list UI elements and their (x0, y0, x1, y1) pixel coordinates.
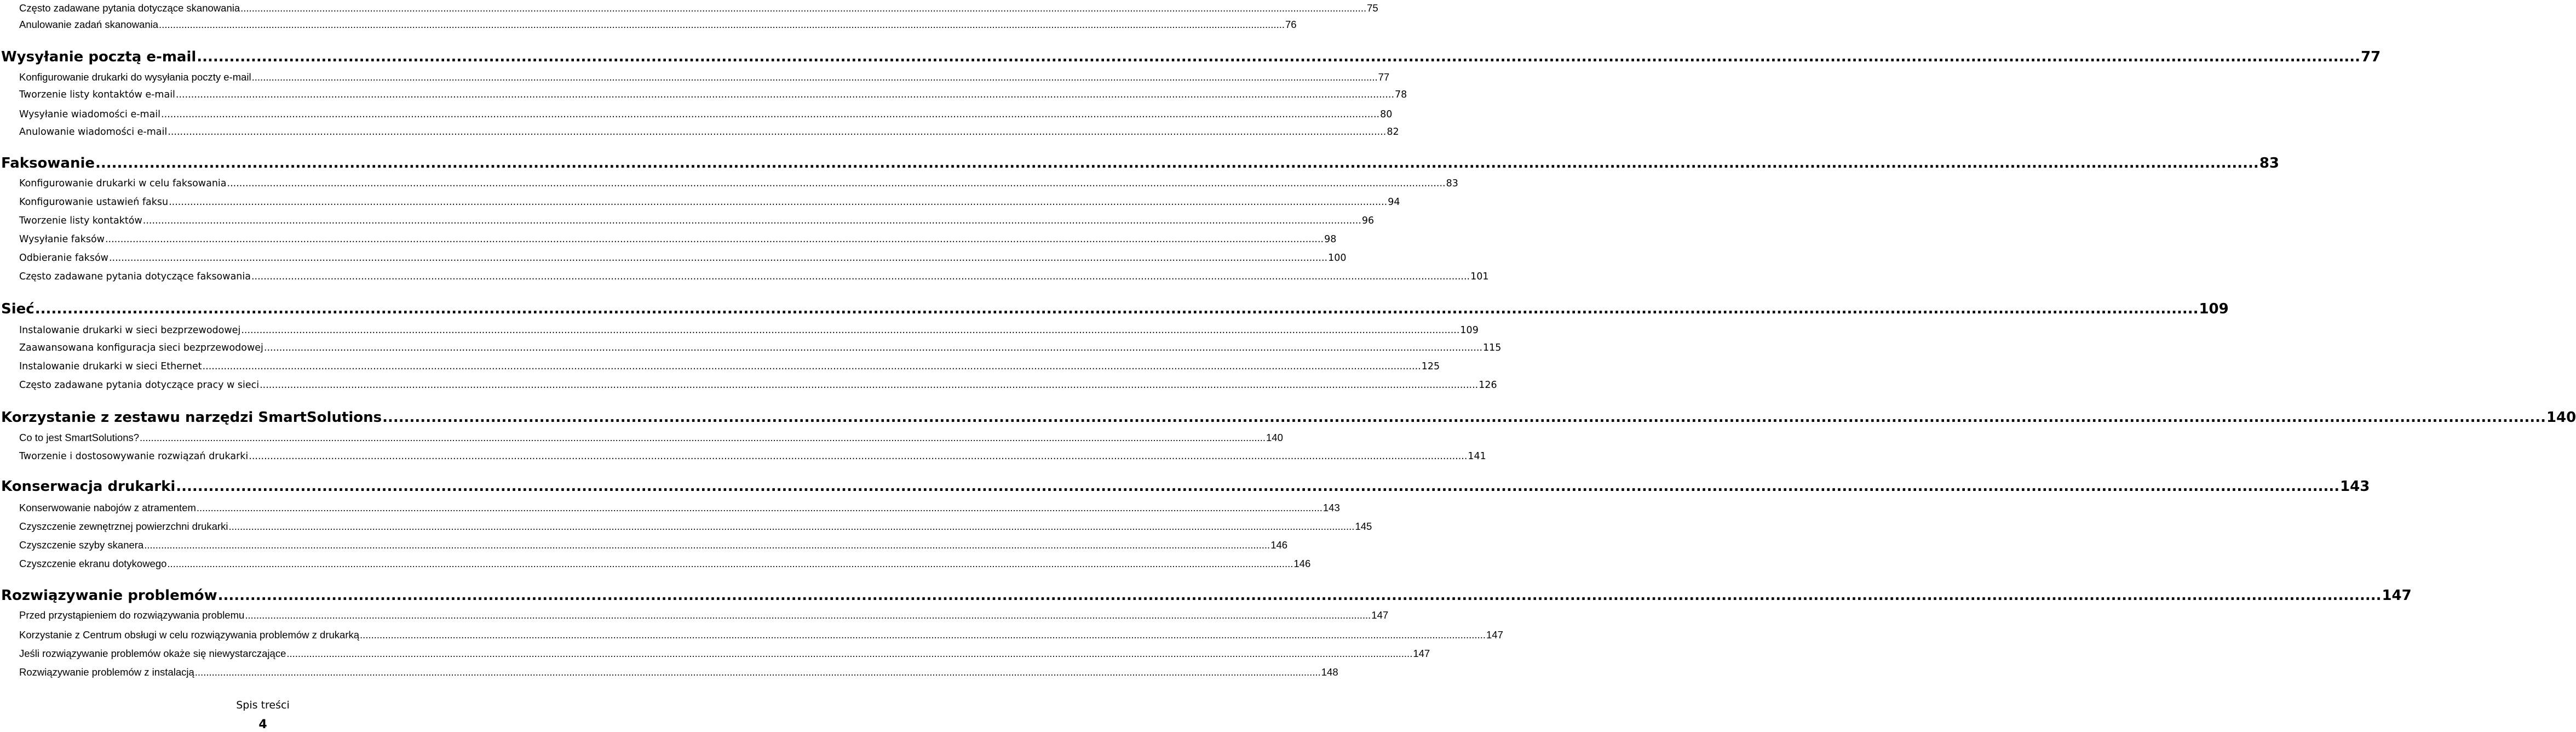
dot-leader: ................................................................................................................................................................................................................................................................................................................................................................................................................ (260, 380, 1479, 391)
dot-leader: ................................................................................................................................................................................................................................................................................................................................................................................................................ (142, 215, 1361, 226)
toc-entry-zaawansowana-konfiguracja-sieci-bezprzewodowej[interactable] (19, 340, 1502, 356)
toc-page-number: 101 (1470, 271, 1489, 282)
toc-title: Rozwiązywanie problemów z instalacją (19, 666, 194, 678)
toc-page-number: 140 (2546, 409, 2576, 426)
toc-chapter-konserwacja-drukarki[interactable] (1, 476, 2370, 497)
toc-title: Konserwacja drukarki (1, 478, 176, 495)
dot-leader: ................................................................................................................................................................................................................................................................................................................................................................................................................ (240, 2, 1367, 14)
toc-page-number: 147 (1486, 629, 1503, 640)
toc-entry-instalowanie-drukarki-w-sieci-ethernet[interactable] (19, 358, 1440, 375)
dot-leader: ................................................................................................................................................................................................................................................................................................................................................................................................................ (167, 558, 1293, 569)
dot-leader: ................................................................................................................................................................................................................................................................................................................................................................................................................ (196, 502, 1323, 513)
toc-page-number: 82 (1387, 127, 1399, 138)
toc-chapter-faksowanie[interactable] (1, 152, 2279, 174)
toc-entry-konserwowanie-nabojow-z-atramentem[interactable] (19, 500, 1340, 516)
toc-title: Jeśli rozwiązywanie problemów okaże się niewystarczające (19, 648, 286, 659)
dot-leader: ................................................................................................................................................................................................................................................................................................................................................................................................................ (168, 127, 1387, 138)
dot-leader: ................................................................................................................................................................................................................................................................................................................................................................................................................ (249, 451, 1468, 462)
dot-leader: ................................................................................................................................................................................................................................................................................................................................................................................................................ (161, 109, 1380, 120)
dot-leader: ................................................................................................................................................................................................................................................................................................................................................................................................................ (382, 409, 2546, 426)
toc-page-number: 141 (1468, 451, 1486, 462)
toc-page-number: 115 (1483, 342, 1502, 353)
dot-leader: ................................................................................................................................................................................................................................................................................................................................................................................................................ (251, 71, 1378, 83)
dot-leader: ................................................................................................................................................................................................................................................................................................................................................................................................................ (197, 49, 2361, 65)
toc-entry-instalowanie-drukarki-w-sieci-bezprzewodowej[interactable] (19, 322, 1479, 339)
toc-entry-czesto-zadawane-pytania-dotyczace-skanowania[interactable] (19, 0, 1378, 16)
toc-page-number: 83 (1446, 178, 1458, 189)
toc-title: Wysyłanie pocztą e-mail (1, 49, 197, 65)
toc-page-number: 140 (1266, 432, 1283, 443)
toc-page-number: 109 (2199, 301, 2229, 317)
toc-title: Konserwowanie nabojów z atramentem (19, 502, 196, 513)
toc-chapter-wysylanie-poczta-e-mail[interactable] (1, 46, 2381, 68)
toc-page-number: 75 (1367, 2, 1378, 14)
toc-title: Zaawansowana konfiguracja sieci bezprzewodowej (19, 342, 263, 353)
dot-leader: ................................................................................................................................................................................................................................................................................................................................................................................................................ (175, 89, 1395, 100)
toc-title: Korzystanie z Centrum obsługi w celu rozwiązywania problemów z drukarką (19, 629, 360, 640)
dot-leader: ................................................................................................................................................................................................................................................................................................................................................................................................................ (194, 666, 1321, 678)
toc-page-number: 147 (1371, 609, 1389, 621)
toc-page-number: 146 (1270, 539, 1288, 551)
toc-entry-rozwiazywanie-problemow-z-instalacja[interactable] (19, 664, 1338, 680)
toc-title: Korzystanie z zestawu narzędzi SmartSolutions (1, 409, 382, 426)
toc-title: Często zadawane pytania dotyczące pracy w sieci (19, 380, 260, 391)
toc-entry-czesto-zadawane-pytania-dotyczace-faksowania[interactable] (19, 268, 1489, 285)
toc-title: Sieć (1, 301, 34, 317)
toc-entry-czyszczenie-ekranu-dotykowego[interactable] (19, 556, 1311, 572)
toc-title: Faksowanie (1, 155, 95, 171)
footer-section-title: Spis treści (236, 699, 290, 711)
toc-title: Konfigurowanie drukarki w celu faksowania (19, 178, 227, 189)
toc-entry-wysylanie-wiadomosci-e-mail[interactable] (19, 106, 1393, 123)
dot-leader: ................................................................................................................................................................................................................................................................................................................................................................................................................ (202, 361, 1421, 372)
toc-title: Anulowanie wiadomości e-mail (19, 127, 168, 138)
toc-page-number: 80 (1380, 109, 1393, 120)
toc-chapter-rozwiazywanie-problemow[interactable] (1, 585, 2412, 607)
toc-title: Co to jest SmartSolutions? (19, 432, 140, 443)
toc-page-number: 143 (2340, 478, 2370, 495)
dot-leader: ................................................................................................................................................................................................................................................................................................................................................................................................................ (105, 234, 1324, 245)
dot-leader: ................................................................................................................................................................................................................................................................................................................................................................................................................ (34, 301, 2199, 317)
toc-entry-tworzenie-listy-kontaktow-e-mail[interactable] (19, 87, 1407, 103)
toc-chapter-korzystanie-z-zestawu-narzedzi-smartsolutions[interactable] (1, 407, 2576, 428)
toc-entry-czyszczenie-szyby-skanera[interactable] (19, 537, 1288, 553)
toc-title: Instalowanie drukarki w sieci Ethernet (19, 361, 202, 372)
toc-title: Odbieranie faksów (19, 253, 108, 264)
dot-leader: ................................................................................................................................................................................................................................................................................................................................................................................................................ (95, 155, 2259, 171)
toc-entry-anulowanie-zadan-skanowania[interactable] (19, 16, 1297, 33)
toc-entry-konfigurowanie-drukarki-do-wysylania-poczty-e-mail[interactable] (19, 69, 1390, 85)
dot-leader: ................................................................................................................................................................................................................................................................................................................................................................................................................ (228, 521, 1355, 532)
toc-entry-tworzenie-i-dostosowywanie-rozwiazan-drukarki[interactable] (19, 448, 1486, 465)
dot-leader: ................................................................................................................................................................................................................................................................................................................................................................................................................ (176, 478, 2340, 495)
toc-page-number: 147 (1413, 648, 1430, 659)
toc-title: Tworzenie listy kontaktów (19, 215, 142, 226)
toc-entry-przed-przystapieniem-do-rozwiazywania-problemu[interactable] (19, 607, 1389, 624)
toc-title: Czyszczenie szyby skanera (19, 539, 144, 551)
toc-title: Rozwiązywanie problemów (1, 587, 217, 604)
toc-entry-czesto-zadawane-pytania-dotyczace-pracy-w-sieci[interactable] (19, 377, 1497, 393)
toc-page-number: 125 (1421, 361, 1440, 372)
toc-chapter-siec[interactable] (1, 298, 2229, 320)
dot-leader: ................................................................................................................................................................................................................................................................................................................................................................................................................ (140, 432, 1266, 443)
dot-leader: ................................................................................................................................................................................................................................................................................................................................................................................................................ (360, 629, 1486, 640)
toc-page-number: 100 (1328, 253, 1347, 264)
toc-title: Konfigurowanie ustawień faksu (19, 197, 169, 208)
toc-title: Często zadawane pytania dotyczące faksowania (19, 271, 251, 282)
toc-page-number: 143 (1323, 502, 1340, 513)
toc-entry-konfigurowanie-drukarki-w-celu-faksowania[interactable] (19, 175, 1458, 192)
toc-title: Tworzenie i dostosowywanie rozwiązań drukarki (19, 451, 249, 462)
dot-leader: ................................................................................................................................................................................................................................................................................................................................................................................................................ (159, 19, 1285, 30)
dot-leader: ................................................................................................................................................................................................................................................................................................................................................................................................................ (108, 253, 1328, 264)
toc-entry-czyszczenie-zewnetrznej-powierzchni-drukarki[interactable] (19, 518, 1372, 535)
toc-title: Czyszczenie ekranu dotykowego (19, 558, 167, 569)
toc-page-number: 109 (1460, 325, 1479, 336)
toc-page-number: 126 (1479, 380, 1497, 391)
dot-leader: ................................................................................................................................................................................................................................................................................................................................................................................................................ (245, 609, 1371, 621)
footer-page-number: 4 (258, 718, 267, 731)
toc-page-number: 83 (2259, 155, 2279, 171)
toc-page-number: 147 (2382, 587, 2412, 604)
toc-entry-tworzenie-listy-kontaktow[interactable] (19, 213, 1375, 229)
toc-page-number: 146 (1293, 558, 1311, 569)
dot-leader: ................................................................................................................................................................................................................................................................................................................................................................................................................ (263, 342, 1483, 353)
toc-title: Instalowanie drukarki w sieci bezprzewodowej (19, 325, 241, 336)
toc-page-number: 148 (1321, 666, 1338, 678)
dot-leader: ................................................................................................................................................................................................................................................................................................................................................................................................................ (144, 539, 1270, 551)
dot-leader: ................................................................................................................................................................................................................................................................................................................................................................................................................ (169, 197, 1388, 208)
dot-leader: ................................................................................................................................................................................................................................................................................................................................................................................................................ (286, 648, 1413, 659)
toc-page-number: 78 (1395, 89, 1407, 100)
dot-leader: ................................................................................................................................................................................................................................................................................................................................................................................................................ (227, 178, 1446, 189)
toc-entry-konfigurowanie-ustawien-faksu[interactable] (19, 194, 1400, 210)
toc-entry-jesli-rozwiazywanie-problemow-okaze-sie-niewystarczajace[interactable] (19, 645, 1430, 662)
toc-title: Wysyłanie faksów (19, 234, 105, 245)
toc-page-number: 98 (1324, 234, 1337, 245)
toc-page-number: 77 (2361, 49, 2381, 65)
toc-entry-korzystanie-z-centrum-obslugi-w-celu-rozwiazywania-problemow-z-drukarka[interactable] (19, 627, 1503, 643)
toc-title: Anulowanie zadań skanowania (19, 19, 159, 30)
toc-page-number: 96 (1361, 215, 1375, 226)
dot-leader: ................................................................................................................................................................................................................................................................................................................................................................................................................ (217, 587, 2382, 604)
toc-title: Konfigurowanie drukarki do wysyłania poczty e-mail (19, 71, 251, 83)
toc-page-number: 77 (1378, 71, 1390, 83)
toc-page-number: 145 (1355, 521, 1372, 532)
toc-entry-wysylanie-faksow[interactable] (19, 231, 1337, 248)
toc-title: Przed przystąpieniem do rozwiązywania problemu (19, 609, 245, 621)
toc-title: Wysyłanie wiadomości e-mail (19, 109, 161, 120)
dot-leader: ................................................................................................................................................................................................................................................................................................................................................................................................................ (241, 325, 1460, 336)
dot-leader: ................................................................................................................................................................................................................................................................................................................................................................................................................ (251, 271, 1470, 282)
toc-title: Czyszczenie zewnętrznej powierzchni drukarki (19, 521, 228, 532)
toc-entry-odbieranie-faksow[interactable] (19, 250, 1347, 266)
toc-entry-co-to-jest-smartsolutions[interactable] (19, 430, 1283, 446)
toc-title: Tworzenie listy kontaktów e-mail (19, 89, 175, 100)
toc-entry-anulowanie-wiadomosci-e-mail[interactable] (19, 124, 1399, 140)
toc-page-number: 76 (1285, 19, 1297, 30)
toc-title: Często zadawane pytania dotyczące skanowania (19, 2, 240, 14)
toc-page-number: 94 (1388, 197, 1400, 208)
